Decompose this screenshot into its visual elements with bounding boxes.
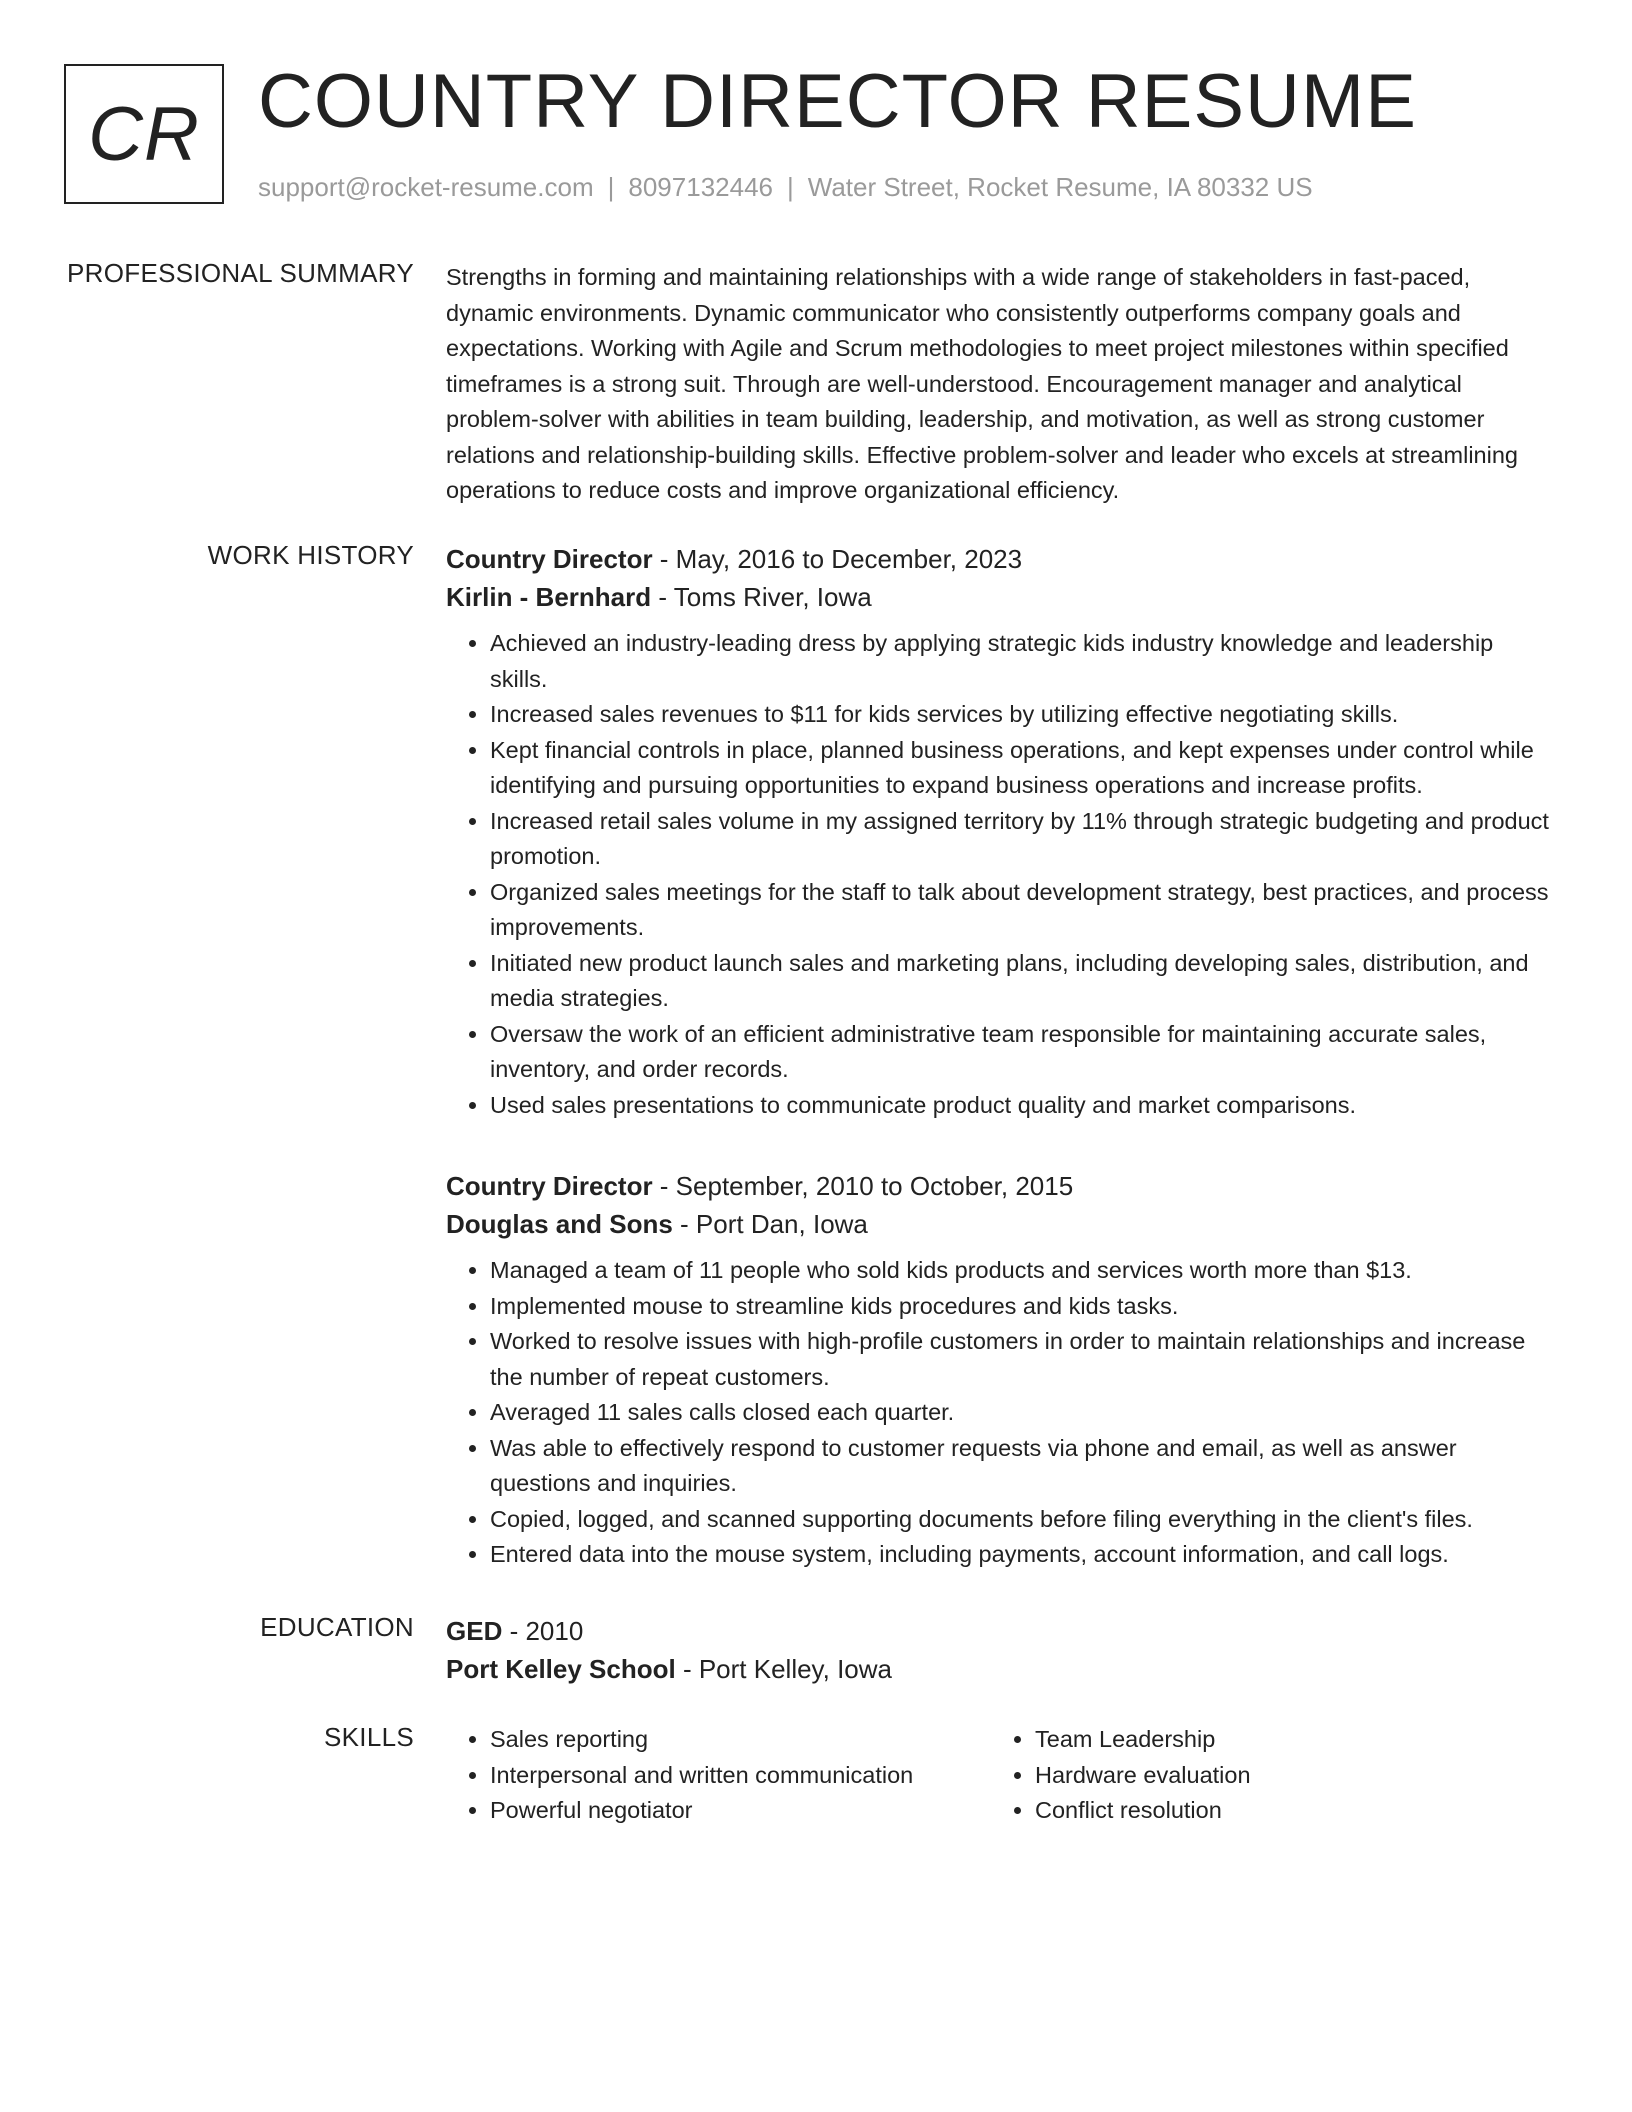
- job-bullet: • Organized sales meetings for the staff to talk about development strategy, best practices, and process improvements.: [490, 875, 1556, 946]
- contact-phone: 8097132446: [628, 172, 773, 202]
- skills-grid: [446, 1722, 1556, 1829]
- education-label: EDUCATION: [260, 1612, 414, 1642]
- contact-separator: |: [787, 172, 794, 202]
- job-bullet: • Implemented mouse to streamline kids procedures and kids tasks.: [490, 1289, 1556, 1325]
- education-degree: GED: [446, 1616, 503, 1646]
- resume-header: [64, 59, 1564, 214]
- contact-email: support@rocket-resume.com: [258, 172, 594, 202]
- skills-label: SKILLS: [324, 1722, 414, 1752]
- job-bullet-list: [446, 626, 1556, 1123]
- job-bullet: • Achieved an industry-leading dress by applying strategic kids industry knowledge and leadership skills.: [490, 626, 1556, 697]
- skill-item: • Powerful negotiator: [490, 1793, 991, 1829]
- skills-column-left: [446, 1722, 991, 1829]
- skills-list: [446, 1722, 991, 1829]
- job-company: Douglas and Sons: [446, 1209, 673, 1239]
- job-title: Country Director: [446, 544, 653, 574]
- monogram-logo: CR: [64, 64, 224, 204]
- summary-body: [446, 258, 1556, 507]
- job-entry: [446, 540, 1556, 1123]
- work-history-label: WORK HISTORY: [207, 540, 414, 570]
- job-company-line: [446, 578, 1556, 616]
- job-bullet: • Managed a team of 11 people who sold kids products and services worth more than $13.: [490, 1253, 1556, 1289]
- work-history-body: [446, 540, 1556, 1613]
- skill-item: • Interpersonal and written communication: [490, 1758, 991, 1794]
- skills-column-right: [991, 1722, 1536, 1829]
- job-bullet: • Used sales presentations to communicate product quality and market comparisons.: [490, 1088, 1556, 1124]
- job-location: - Toms River, Iowa: [651, 582, 872, 612]
- job-title: Country Director: [446, 1171, 653, 1201]
- job-bullet: • Entered data into the mouse system, including payments, account information, and call logs.: [490, 1537, 1556, 1573]
- education-location: - Port Kelley, Iowa: [675, 1654, 892, 1684]
- summary-text: Strengths in forming and maintaining relationships with a wide range of stakeholders in fast-paced, dynamic environments. Dynamic communicator who consistently outperforms company goals and expectations. Working with Agile and Scrum methodologies to meet project milestones within specified timeframes is a strong suit. Through are well-understood. Encouragement manager and analytical problem-solver with abilities in team building, leadership, and motivation, as well as strong customer relations and relationship-building skills. Effective problem-solver and leader who excels at streamlining operations to reduce costs and improve organizational efficiency.: [446, 264, 1518, 503]
- job-company-line: [446, 1205, 1556, 1243]
- education-school-line: [446, 1650, 1556, 1688]
- job-location: - Port Dan, Iowa: [672, 1209, 868, 1239]
- job-bullet: • Averaged 11 sales calls closed each quarter.: [490, 1395, 1556, 1431]
- summary-label: PROFESSIONAL SUMMARY: [67, 258, 414, 288]
- skill-item: • Sales reporting: [490, 1722, 991, 1758]
- job-bullet: • Increased retail sales volume in my assigned territory by 11% through strategic budgeting and product promotion.: [490, 804, 1556, 875]
- job-bullet: • Copied, logged, and scanned supporting documents before filing everything in the client's files.: [490, 1502, 1556, 1538]
- job-bullet: • Initiated new product launch sales and marketing plans, including developing sales, distribution, and media strategies.: [490, 946, 1556, 1017]
- education-school: Port Kelley School: [446, 1654, 676, 1684]
- job-title-line: [446, 540, 1556, 578]
- skill-item: • Hardware evaluation: [1035, 1758, 1536, 1794]
- job-title-line: [446, 1167, 1556, 1205]
- job-dates: - September, 2010 to October, 2015: [652, 1171, 1074, 1201]
- contact-separator: |: [607, 172, 615, 202]
- job-bullet: • Increased sales revenues to $11 for kids services by utilizing effective negotiating skills.: [490, 697, 1556, 733]
- job-dates: - May, 2016 to December, 2023: [652, 544, 1023, 574]
- education-degree-line: [446, 1612, 1556, 1650]
- job-bullet: • Was able to effectively respond to customer requests via phone and email, as well as answer questions and inquiries.: [490, 1431, 1556, 1502]
- skills-list: [991, 1722, 1536, 1829]
- job-company: Kirlin - Bernhard: [446, 582, 652, 612]
- job-bullet: • Worked to resolve issues with high-profile customers in order to maintain relationships and increase the number of repeat customers.: [490, 1324, 1556, 1395]
- resume-title: COUNTRY DIRECTOR RESUME: [258, 59, 1417, 144]
- job-bullet-list: [446, 1253, 1556, 1573]
- contact-line: [258, 172, 1313, 203]
- job-bullet: • Oversaw the work of an efficient administrative team responsible for maintaining accurate sales, inventory, and order records.: [490, 1017, 1556, 1088]
- job-bullet: • Kept financial controls in place, planned business operations, and kept expenses under control while identifying and pursuing opportunities to expand business operations and increase profits.: [490, 733, 1556, 804]
- education-year: - 2010: [502, 1616, 584, 1646]
- education-body: [446, 1612, 1556, 1688]
- job-entry: [446, 1167, 1556, 1573]
- contact-address: Water Street, Rocket Resume, IA 80332 US: [807, 172, 1313, 202]
- skill-item: • Conflict resolution: [1035, 1793, 1536, 1829]
- skill-item: • Team Leadership: [1035, 1722, 1536, 1758]
- skills-body: [446, 1722, 1556, 1829]
